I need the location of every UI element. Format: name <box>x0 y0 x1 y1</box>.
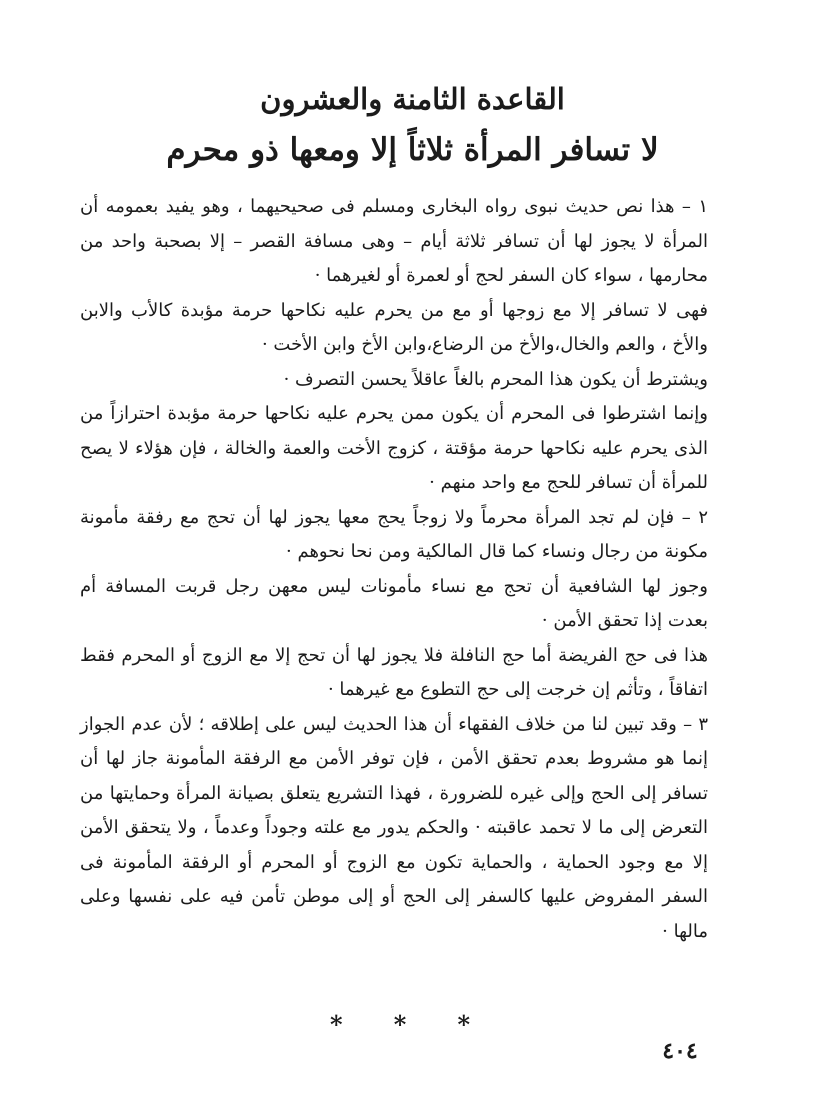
page-number: ٤٠٤ <box>662 1038 698 1064</box>
paragraph-1: ١ – هذا نص حديث نبوى رواه البخارى ومسلم فى صحيحيهما ، وهو يفيد بعمومه أن المرأة لا يجوز لها أن تسافر ثلاثة أيام – وهى مسافة القصر – إلا بصحبة واحد من محارمها ، سواء كان السفر لحج أو لعمرة أو لغيرهما · <box>80 196 708 286</box>
separator-star: * <box>457 1010 470 1039</box>
body-text <box>80 190 708 949</box>
paragraph-3: ويشترط أن يكون هذا المحرم بالغاً عاقلاً يحسن التصرف · <box>283 368 708 390</box>
paragraph-2: فهى لا تسافر إلا مع زوجها أو مع من يحرم عليه نكاحها حرمة مؤبدة كالأب والابن والأخ ، والعم والخال،والأخ من الرضاع،وابن الأخ وابن الأخت · <box>80 299 708 355</box>
paragraph-5: ٢ – فإن لم تجد المرأة محرماً ولا زوجاً يحج معها يجوز لها أن تحج مع رفقة مأمونة مكونة من رجال ونساء كما قال المالكية ومن نحا نحوهم · <box>80 506 708 562</box>
rule-title: القاعدة الثامنة والعشرون <box>260 82 565 116</box>
paragraph-8: ٣ – وقد تبين لنا من خلاف الفقهاء أن هذا الحديث ليس على إطلاقه ؛ لأن عدم الجواز إنما هو مشروط بعدم تحقق الأمن ، فإن توفر الأمن مع الرفقة المأمونة جاز لها أن تسافر إلى الحج وإلى غيره للضرورة ، فهذا التشريع يتعلق بصيانة المرأة وحمايتها من التعرض إلى ما لا تحمد عاقبته · والحكم يدور مع علته وجوداً وعدماً ، ولا يتحقق الأمن إلا مع وجود الحماية ، والحماية تكون مع الزوج أو المحرم أو الرفقة المأمونة فى السفر المفروض عليها كالسفر إلى الحج أو إلى موطن تأمن فيه على نفسها وعلى مالها · <box>80 713 708 942</box>
paragraph-7: هذا فى حج الفريضة أما حج النافلة فلا يجوز لها أن تحج إلا مع الزوج أو المحرم فقط اتفاقاً ، وتأثم إن خرجت إلى حج التطوع مع غيرهما · <box>80 644 708 700</box>
paragraph-4: وإنما اشترطوا فى المحرم أن يكون ممن يحرم عليه نكاحها حرمة مؤبدة احترازاً من الذى يحرم عليه نكاحها حرمة مؤقتة ، كزوج الأخت والعمة والخالة ، فإن هؤلاء لا يصح للمرأة أن تسافر للحج مع واحد منهم · <box>80 403 708 493</box>
separator-star: * <box>330 1010 343 1039</box>
section-separator <box>330 1010 470 1039</box>
separator-star: * <box>393 1010 407 1039</box>
paragraph-6: وجوز لها الشافعية أن تحج مع نساء مأمونات ليس معهن رجل قربت المسافة أم بعدت إذا تحقق الأمن · <box>80 575 708 631</box>
rule-subtitle: لا تسافر المرأة ثلاثاً إلا ومعها ذو محرم <box>166 132 659 168</box>
